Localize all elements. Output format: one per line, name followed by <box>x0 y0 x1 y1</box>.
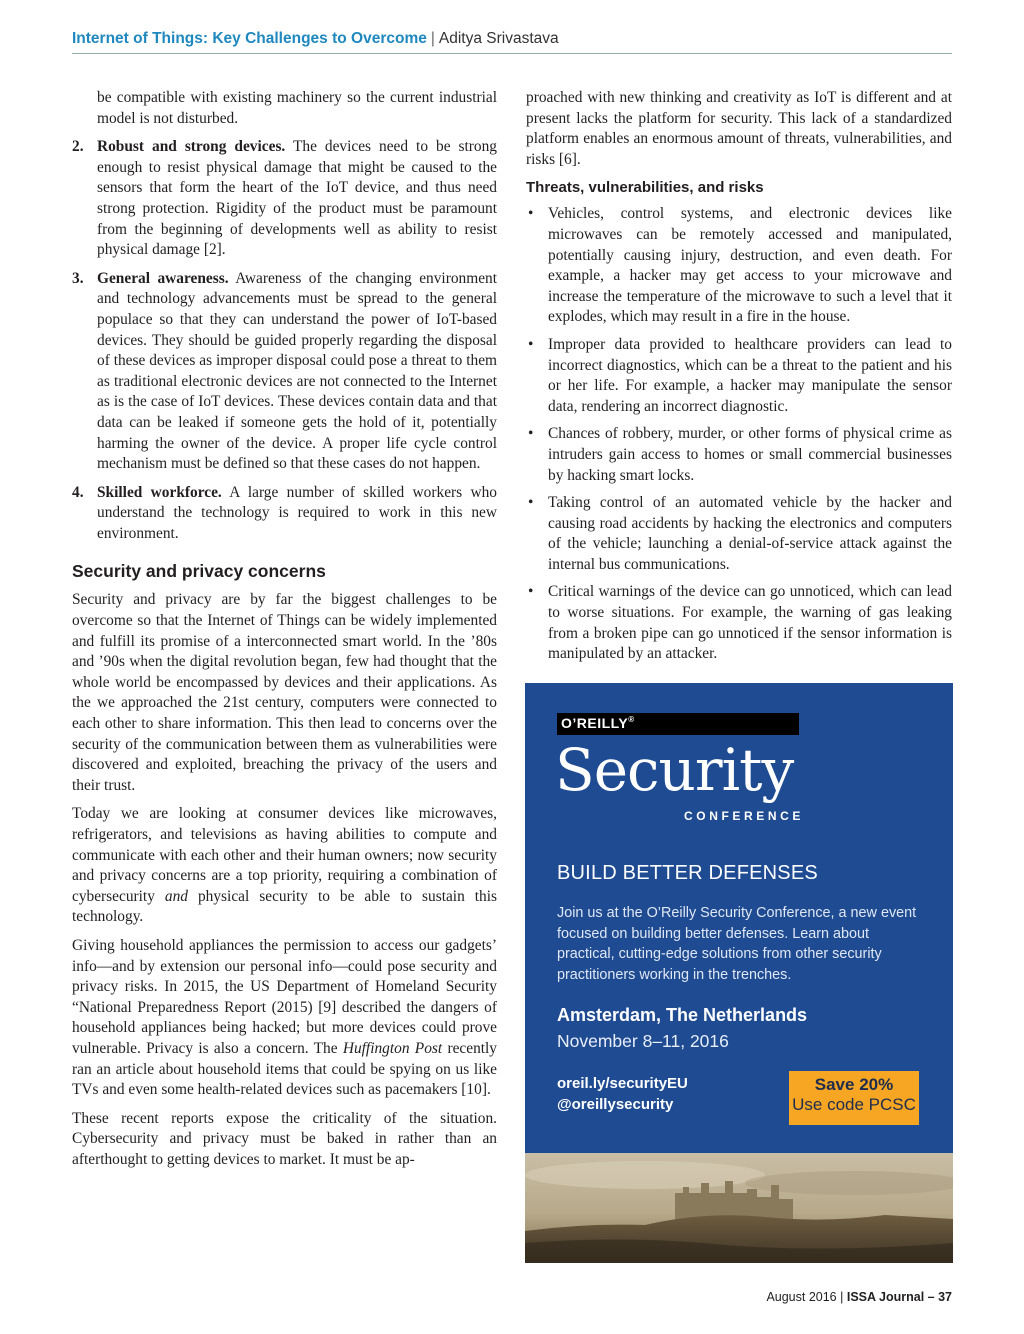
section-title: Security and privacy concerns <box>72 561 326 582</box>
ad-subtitle: CONFERENCE <box>684 809 805 823</box>
list-item-text: Awareness of the changing environment and technology advancements must be spread to the general populace so that they can understand the power of IoT-based devices. They should be guided properly regarding the disposal of these devices as improper disposal could pose a threat to them as traditional electronic devices are not connected to the Internet as is the case of IoT devices. These devices contain data and that data can be leaked if someone gets the hold of it, potentially harming the owner of the device. A proper life cycle control mechanism must be defined so that these cases do not happen. <box>97 269 497 473</box>
list-item <box>526 582 952 664</box>
brand-logo <box>561 715 635 731</box>
list-item-heading: Skilled workforce. <box>97 483 222 501</box>
brand-bar <box>557 713 799 735</box>
publication-name: Huffington Post <box>342 1039 443 1057</box>
list-item-text: Vehicles, control systems, and electronic devices like microwaves can be remotely accessed and manipulated, potentially causing injury, destruction, and even death. For example, a hacker may get access to your microwave and increase the temperature of the microwave to such a level that it explodes, which may result in a fire in the house. <box>548 205 952 326</box>
list-item-text: be compatible with existing machinery so the current industrial model is not disturbed. <box>97 89 497 127</box>
paragraph <box>72 936 497 1101</box>
bullet-icon: • <box>528 583 534 601</box>
list-number: 4. <box>72 483 84 501</box>
list-item-text: Chances of robbery, murder, or other forms of physical crime as intruders gain access to homes or small commercial businesses by hacking smart locks. <box>548 425 952 484</box>
conference-advertisement <box>525 683 953 1263</box>
bullet-icon: • <box>528 335 534 353</box>
ad-title: Security <box>555 736 794 804</box>
ad-headline: BUILD BETTER DEFENSES <box>557 862 818 884</box>
ad-body: Join us at the O’Reilly Security Conference, a new event focused on building better defenses. Learn about practical, cutting-edge solutions from other security practitioners working in the trenches. <box>557 905 917 983</box>
list-item-text: Critical warnings of the device can go unnoticed, which can lead to worse situations. For example, the warning of gas leaking from a broken pipe can go unnoticed if the sensor information is manipulated by an attacker. <box>548 583 952 663</box>
bullet-icon: • <box>528 425 534 443</box>
paragraph-text: recently ran an article about household items that could be spying on us like TVs and even some health-related devices such as pacemakers [10]. <box>72 1039 498 1099</box>
threat-list <box>526 204 952 664</box>
emphasis: and <box>164 887 188 905</box>
list-item <box>72 483 497 545</box>
bullet-icon: • <box>528 205 534 223</box>
subsection-title: Threats, vulnerabilities, and risks <box>526 179 764 197</box>
header-separator: | <box>430 30 435 47</box>
list-item <box>526 424 952 486</box>
header-author: Aditya Srivastava <box>438 30 559 47</box>
bullet-icon: • <box>528 494 534 512</box>
castle-landscape-image <box>525 1153 953 1263</box>
header-title: Internet of Things: Key Challenges to Overcome <box>72 30 427 47</box>
list-item <box>72 137 497 261</box>
promo-code: Use code PCSC <box>792 1095 916 1114</box>
paragraph: proached with new thinking and creativity as IoT is different and at present lacks the platform for security. This lack of a standardized platform enables an enormous amount of threats, vulnerabilities, and risks [6]. <box>526 89 952 168</box>
list-item <box>526 493 952 575</box>
list-item <box>526 335 952 417</box>
paragraph-text: Today we are looking at consumer devices like microwaves, refrigerators, and televisions as having abilities to compute and communicate with each other and their human owners; now security and privacy concerns are a top priority, requiring a combination of cybersecurity <box>72 805 497 905</box>
ad-url-link[interactable]: oreil.ly/securityEU <box>557 1075 688 1092</box>
running-header <box>72 27 952 53</box>
left-column <box>72 88 497 1179</box>
promo-discount: Save 20% <box>814 1075 894 1094</box>
list-number: 2. <box>72 138 84 156</box>
promo-badge <box>789 1071 919 1125</box>
list-item-text: The devices need to be strong enough to resist physical damage that might be caused to the sensors that form the heart of the IoT device, and thus need strong protection. Rigidity of the product must be paramount from the beginning of developments well as ability to resist physical damage [2]. <box>97 138 497 259</box>
header-rule <box>72 53 952 54</box>
footer-date: August 2016 <box>766 1290 837 1304</box>
paragraph-text: physical security to be able to sustain this technology. <box>72 887 497 926</box>
brand-name: O’REILLY <box>561 715 629 731</box>
paragraph-text: Giving household appliances the permission to access our gadgets’ info—and by extension our personal info—could pose security and privacy risks. In 2015, the US Department of Homeland Security “National Preparedness Report (2015) [9] described the dangers of household appliances being hacked; but more devices could prove vulnerable. Privacy is also a concern. The <box>72 936 497 1057</box>
list-item-text: Improper data provided to healthcare providers can lead to incorrect diagnostics, which can be a threat to the patient and his or her life. For example, a hacker may manipulate the sensor data, rendering an incorrect diagnostic. <box>548 335 952 415</box>
ad-location: Amsterdam, The Netherlands <box>557 1005 808 1025</box>
registered-mark: ® <box>628 715 635 724</box>
paragraph: Security and privacy are by far the biggest challenges to be overcome so that the Internet of Things can be widely implemented and fulfill its promise of a interconnected smart world. In the ’80s and ’90s when the digital revolution began, few had thought that the whole world be encompassed by devices and their applications. As the we approached the 21st century, computers were connected to each other to share information. This then lead to concerns over the security of the communication between them as vulnerabilities were discovered and exploited, breaching the privacy of the users and their trust. <box>72 591 497 794</box>
list-item-continued <box>72 88 497 129</box>
list-item <box>526 204 952 328</box>
list-item-text: A large number of skilled workers who understand the technology is required to work in this new environment. <box>97 483 497 542</box>
list-item-heading: General awareness. <box>97 269 229 287</box>
list-number: 3. <box>72 269 84 287</box>
page-footer <box>700 1290 952 1304</box>
paragraph <box>72 804 497 928</box>
footer-separator: | <box>840 1290 844 1304</box>
paragraph: These recent reports expose the criticality of the situation. Cybersecurity and privacy must be baked in rather than an afterthought to getting devices to market. It must be ap- <box>72 1109 497 1168</box>
list-item-text: Taking control of an automated vehicle by the hacker and causing road accidents by hacking the electronics and computers of the vehicle; launching a denial-of-service attack against the internal bus communications. <box>548 494 952 573</box>
footer-journal: ISSA Journal – 37 <box>846 1290 952 1304</box>
ad-dates: November 8–11, 2016 <box>557 1031 729 1051</box>
right-column <box>526 88 952 672</box>
list-item <box>72 269 497 475</box>
list-item-heading: Robust and strong devices. <box>97 138 286 156</box>
ad-social-handle[interactable]: @oreillysecurity <box>557 1096 674 1113</box>
